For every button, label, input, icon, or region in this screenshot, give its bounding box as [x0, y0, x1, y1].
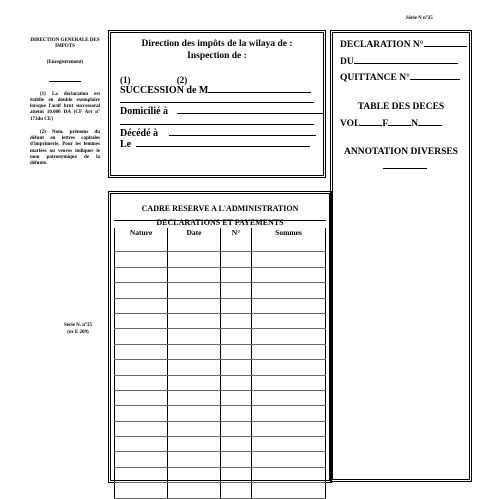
table-cell-date[interactable]: [168, 267, 221, 282]
table-row: [115, 421, 326, 436]
table-cell-nature[interactable]: [115, 298, 168, 313]
table-cell-sommes[interactable]: [252, 406, 326, 421]
table-cell-nature[interactable]: [115, 344, 168, 359]
table-row: [115, 375, 326, 390]
serie-number: Série N. n°25: [64, 323, 92, 328]
table-cell-nature[interactable]: [115, 483, 168, 498]
table-row: [115, 313, 326, 328]
table-cell-numero[interactable]: [221, 421, 252, 436]
table-cell-sommes[interactable]: [252, 283, 326, 298]
table-cell-sommes[interactable]: [252, 390, 326, 405]
table-cell-nature[interactable]: [115, 237, 168, 252]
table-cell-date[interactable]: [168, 283, 221, 298]
table-cell-numero[interactable]: [221, 483, 252, 498]
direction-title: [111, 39, 323, 63]
table-cell-numero[interactable]: [221, 344, 252, 359]
inspection-line: Inspection de :: [187, 50, 247, 61]
table-cell-numero[interactable]: [221, 252, 252, 267]
table-cell-date[interactable]: [168, 252, 221, 267]
vol-f-n-field[interactable]: [340, 117, 442, 129]
admin-title: CADRE RESERVE A L'ADMINISTRATION: [141, 204, 299, 213]
table-cell-sommes[interactable]: [252, 483, 326, 498]
direction-generale-heading: DIRECTION GENERALE DES IMPOTS: [30, 38, 100, 50]
table-cell-numero[interactable]: [221, 283, 252, 298]
table-cell-numero[interactable]: [221, 437, 252, 452]
table-cell-date[interactable]: [168, 483, 221, 498]
table-cell-nature[interactable]: [115, 313, 168, 328]
domicile-blank-2[interactable]: [120, 116, 314, 125]
table-cell-sommes[interactable]: [252, 360, 326, 375]
table-cell-date[interactable]: [168, 344, 221, 359]
vol-label: VOL: [340, 119, 361, 129]
du-blank[interactable]: [354, 55, 458, 64]
n-label: N: [411, 119, 419, 129]
table-row: [115, 329, 326, 344]
annotation-heading: ANNOTATION DIVERSES: [344, 147, 458, 157]
column-header-date: Date: [168, 228, 221, 237]
quittance-field[interactable]: [340, 71, 460, 83]
table-cell-nature[interactable]: [115, 437, 168, 452]
serie-label-bottom: [56, 323, 100, 336]
direction-box: [108, 30, 326, 178]
table-cell-nature[interactable]: [115, 406, 168, 421]
admin-box: [108, 191, 332, 483]
domicile-blank[interactable]: [177, 105, 323, 114]
table-cell-date[interactable]: [168, 406, 221, 421]
annotation-divider: [383, 168, 427, 169]
succession-label: SUCCESSION de M: [120, 85, 209, 96]
table-cell-nature[interactable]: [115, 467, 168, 482]
deces-lieu-blank[interactable]: [169, 127, 316, 136]
table-cell-numero[interactable]: [221, 375, 252, 390]
column-header-sommes: Sommes: [252, 228, 326, 237]
table-row: [115, 237, 326, 252]
table-cell-nature[interactable]: [115, 452, 168, 467]
column-header-numero: N°: [221, 228, 252, 237]
table-des-deces-heading: TABLE DES DECES: [357, 102, 445, 112]
table-cell-date[interactable]: [168, 467, 221, 482]
domicilie-label: Domicilié à: [120, 106, 169, 117]
table-cell-date[interactable]: [168, 313, 221, 328]
footnote-2: (2) Nom, prénoms du défunt en lettres capitales d'imprimerie. Pour les femmes mariées ou veuves indiquer le nom patronymique de la défunte.: [30, 129, 100, 166]
quittance-blank[interactable]: [410, 71, 460, 80]
column-header-nature: Nature: [115, 228, 168, 237]
table-row: [115, 467, 326, 482]
table-cell-sommes[interactable]: [252, 237, 326, 252]
table-cell-nature[interactable]: [115, 252, 168, 267]
marker-2: (2): [176, 75, 188, 85]
payments-table: [114, 228, 326, 499]
table-row: [115, 344, 326, 359]
table-row: [115, 390, 326, 405]
f-blank[interactable]: [388, 117, 411, 126]
right-box: [330, 30, 472, 482]
table-cell-nature[interactable]: [115, 267, 168, 282]
table-row: [115, 252, 326, 267]
table-cell-numero[interactable]: [221, 406, 252, 421]
succession-blank[interactable]: [208, 84, 311, 93]
table-cell-date[interactable]: [168, 452, 221, 467]
marker-1: (1): [120, 75, 131, 85]
table-cell-sommes[interactable]: [252, 252, 326, 267]
divider: [49, 81, 81, 82]
table-cell-date[interactable]: [168, 375, 221, 390]
table-cell-sommes[interactable]: [252, 437, 326, 452]
vol-blank[interactable]: [360, 117, 382, 126]
table-cell-date[interactable]: [168, 421, 221, 436]
table-cell-date[interactable]: [168, 437, 221, 452]
table-header-row: [115, 228, 326, 237]
table-cell-nature[interactable]: [115, 375, 168, 390]
quittance-label: QUITTANCE N°: [340, 73, 410, 83]
deces-date-field[interactable]: [120, 138, 310, 150]
table-row: [115, 483, 326, 498]
serie-ex-code: (ex E 209): [67, 329, 89, 335]
table-cell-nature[interactable]: [115, 283, 168, 298]
footnote-1: (1) La déclaration est établie en double exemplaire lorsque l'actif brut successoral atteint 10.000 DA (CF Art n° 173du CE): [30, 91, 100, 122]
table-cell-date[interactable]: [168, 237, 221, 252]
succession-blank-2[interactable]: [120, 94, 314, 103]
table-cell-sommes[interactable]: [252, 467, 326, 482]
f-label: F: [382, 119, 389, 129]
serie-label-top: Série N n°25: [406, 16, 433, 21]
table-cell-numero[interactable]: [221, 267, 252, 282]
table-row: [115, 452, 326, 467]
table-row: [115, 406, 326, 421]
declaration-number-field[interactable]: [340, 38, 467, 50]
table-cell-sommes[interactable]: [252, 421, 326, 436]
table-cell-numero[interactable]: [221, 329, 252, 344]
table-row: [115, 360, 326, 375]
table-row: [115, 283, 326, 298]
declaration-blank[interactable]: [424, 38, 467, 47]
table-cell-nature[interactable]: [115, 421, 168, 436]
table-cell-nature[interactable]: [115, 390, 168, 405]
table-cell-numero[interactable]: [221, 313, 252, 328]
table-cell-numero[interactable]: [221, 452, 252, 467]
le-label: Le: [120, 139, 132, 150]
decede-label: Décédé à: [120, 128, 159, 139]
table-cell-numero[interactable]: [221, 237, 252, 252]
left-column: [30, 38, 100, 167]
declarations-subtitle: DECLARATIONS ET PAYEMENTS: [156, 218, 284, 227]
table-cell-date[interactable]: [168, 360, 221, 375]
table-cell-numero[interactable]: [221, 467, 252, 482]
table-row: [115, 298, 326, 313]
deces-date-blank[interactable]: [136, 138, 310, 147]
table-cell-sommes[interactable]: [252, 267, 326, 282]
table-cell-sommes[interactable]: [252, 452, 326, 467]
table-cell-sommes[interactable]: [252, 329, 326, 344]
table-row: [115, 437, 326, 452]
table-cell-sommes[interactable]: [252, 313, 326, 328]
table-cell-numero[interactable]: [221, 390, 252, 405]
table-cell-date[interactable]: [168, 390, 221, 405]
table-cell-date[interactable]: [168, 298, 221, 313]
table-cell-nature[interactable]: [115, 329, 168, 344]
table-cell-sommes[interactable]: [252, 298, 326, 313]
du-field[interactable]: [340, 55, 458, 67]
declaration-label: DECLARATION N°: [340, 40, 424, 50]
table-cell-date[interactable]: [168, 329, 221, 344]
table-cell-sommes[interactable]: [252, 344, 326, 359]
table-row: [115, 267, 326, 282]
n-blank[interactable]: [418, 117, 442, 126]
enregistrement-label: (Enregistrement): [46, 59, 84, 65]
wilaya-line: Direction des impôts de la wilaya de :: [141, 39, 293, 49]
du-label: DU: [340, 57, 354, 67]
table-cell-sommes[interactable]: [252, 375, 326, 390]
table-cell-nature[interactable]: [115, 360, 168, 375]
table-cell-numero[interactable]: [221, 360, 252, 375]
table-cell-numero[interactable]: [221, 298, 252, 313]
